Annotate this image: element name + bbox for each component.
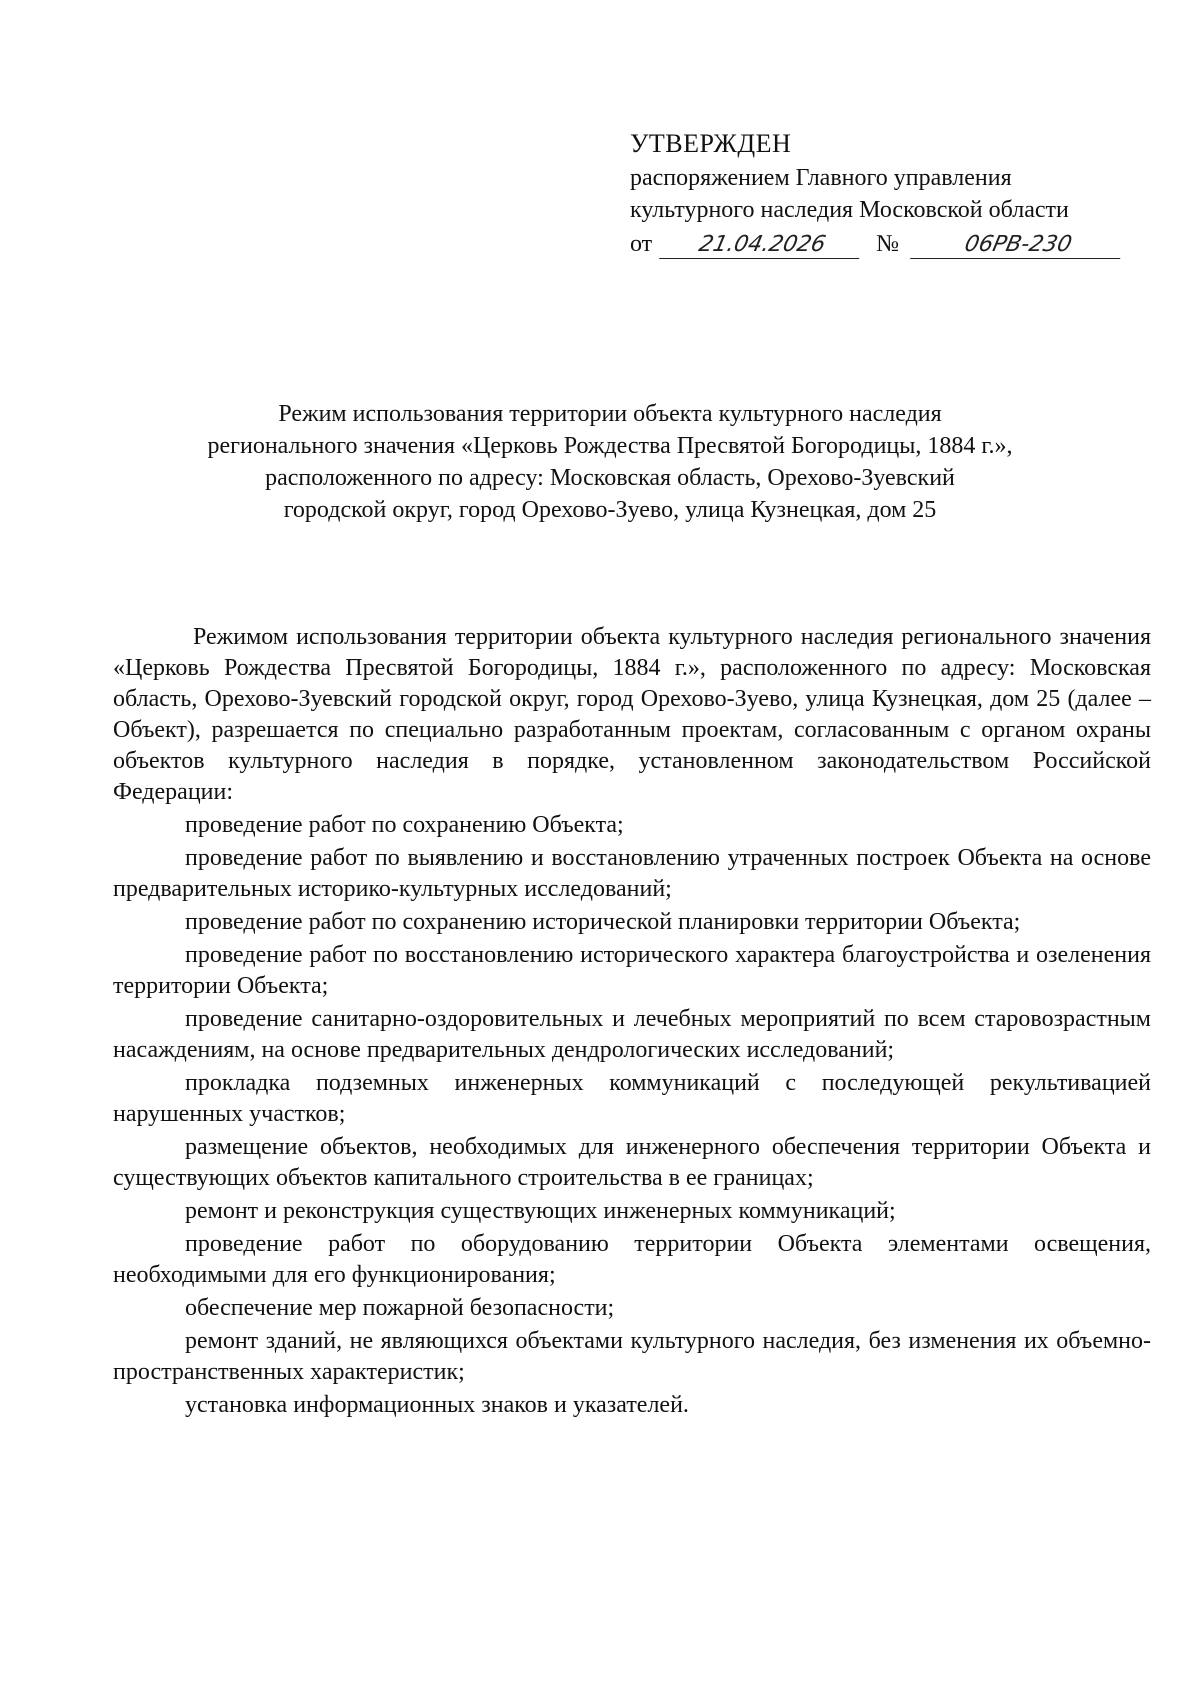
approval-title: УТВЕРЖДЕН <box>630 129 792 158</box>
date-prefix: от <box>630 231 653 257</box>
heading-line-4: городской округ, город Орехово-Зуево, улица Кузнецкая, дом 25 <box>283 497 937 523</box>
handwritten-number: 06РВ-230 <box>910 232 1126 259</box>
heading-line-3: расположенного по адресу: Московская область, Орехово-Зуевский <box>265 465 955 491</box>
approval-line-2: культурного наследия Московской области <box>630 197 1069 223</box>
list-item: размещение объектов, необходимых для инженерного обеспечения территории Объекта и существующих объектов капитального строительства в ее границах; <box>113 1134 1151 1191</box>
list-item: проведение работ по сохранению Объекта; <box>185 812 624 838</box>
list-item: проведение работ по выявлению и восстановлению утраченных построек Объекта на основе предварительных историко-культурных исследований; <box>113 845 1151 902</box>
list-item: проведение работ по сохранению исторической планировки территории Объекта; <box>185 909 1021 935</box>
approval-date-line <box>630 228 1170 260</box>
list-item: прокладка подземных инженерных коммуникаций с последующей рекультивацией нарушенных участков; <box>113 1070 1151 1127</box>
document-heading <box>110 398 1110 526</box>
list-item: ремонт зданий, не являющихся объектами культурного наследия, без изменения их объемно-пространственных характеристик; <box>113 1328 1151 1385</box>
list-item: обеспечение мер пожарной безопасности; <box>185 1295 615 1321</box>
list-item: установка информационных знаков и указателей. <box>185 1392 689 1418</box>
list-item: проведение работ по оборудованию территории Объекта элементами освещения, необходимыми для его функционирования; <box>113 1231 1151 1288</box>
list-item: проведение работ по восстановлению исторического характера благоустройства и озеленения территории Объекта; <box>113 942 1151 999</box>
approval-block <box>630 128 1170 260</box>
handwritten-date: 21.04.2026 <box>659 232 865 259</box>
intro-paragraph: Режимом использования территории объекта культурного наследия регионального значения «Церковь Рождества Пресвятой Богородицы, 1884 г.», расположенного по адресу: Московская область, Орехово-Зуевский городской округ, город Орехово-Зуево, улица Кузнецкая, дом 25 (далее – Объект), разрешается по специально разработанным проектам, согласованным с органом охраны объектов культурного наследия в порядке, установленном законодательством Российской Федерации: <box>113 624 1151 805</box>
list-item: проведение санитарно-оздоровительных и лечебных мероприятий по всем старовозрастным насаждениям, на основе предварительных дендрологических исследований; <box>113 1006 1151 1063</box>
heading-line-1: Режим использования территории объекта культурного наследия <box>278 401 942 427</box>
approval-line-1: распоряжением Главного управления <box>630 165 1012 191</box>
number-sign: № <box>876 231 900 257</box>
document-body <box>113 622 1151 1423</box>
heading-line-2: регионального значения «Церковь Рождества Пресвятой Богородицы, 1884 г.», <box>207 433 1013 459</box>
list-item: ремонт и реконструкция существующих инженерных коммуникаций; <box>185 1198 896 1224</box>
